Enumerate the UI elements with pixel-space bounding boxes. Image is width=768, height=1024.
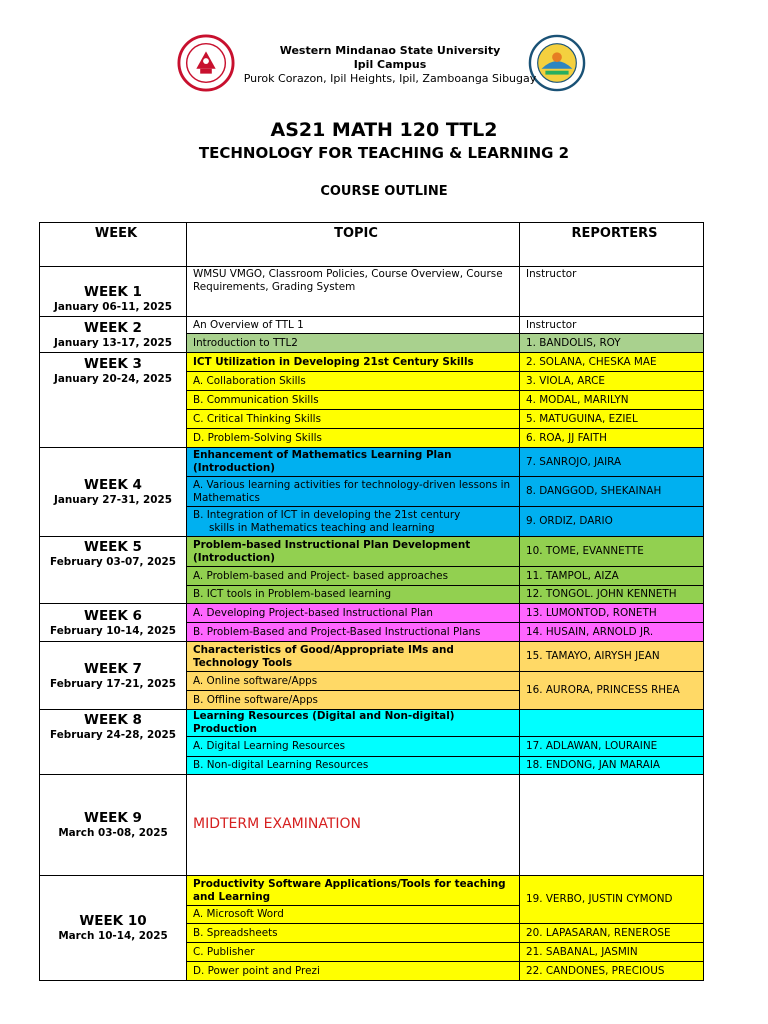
midterm-label: MIDTERM EXAMINATION bbox=[193, 816, 361, 832]
week-label: WEEK 6 bbox=[84, 607, 142, 624]
course-code: AS21 MATH 120 TTL2 bbox=[270, 119, 498, 141]
reporter-cell: 20. LAPASARAN, RENEROSE bbox=[520, 924, 704, 943]
week-dates: January 13-17, 2025 bbox=[54, 336, 172, 349]
reporter-cell: 16. AURORA, PRINCESS RHEA bbox=[520, 672, 704, 710]
header-topic: TOPIC bbox=[187, 223, 520, 267]
week-label: WEEK 7 bbox=[84, 660, 142, 677]
week-label: WEEK 3 bbox=[84, 356, 142, 372]
topic-cell: A. Various learning activities for technology-driven lessons in Mathematics bbox=[187, 477, 520, 507]
topic-cell: Characteristics of Good/Appropriate IMs and Technology Tools bbox=[187, 642, 520, 672]
table-row bbox=[40, 710, 704, 737]
week-label: WEEK 9 bbox=[84, 810, 142, 826]
week-label: WEEK 4 bbox=[84, 477, 142, 493]
reporter-cell bbox=[520, 775, 704, 876]
topic-cell: A. Digital Learning Resources bbox=[187, 737, 520, 757]
week-label: WEEK 2 bbox=[84, 319, 142, 336]
reporter-cell: 3. VIOLA, ARCE bbox=[520, 372, 704, 391]
week-dates: January 20-24, 2025 bbox=[54, 373, 172, 385]
campus-address: Purok Corazon, Ipil Heights, Ipil, Zamboanga Sibugay bbox=[243, 72, 537, 85]
table-row bbox=[40, 353, 704, 372]
week-dates: January 27-31, 2025 bbox=[54, 494, 172, 506]
week-dates: February 17-21, 2025 bbox=[50, 677, 176, 690]
topic-cell: B. Spreadsheets bbox=[187, 924, 520, 943]
topic-line: B. Integration of ICT in developing the 21st century bbox=[193, 508, 461, 521]
topic-cell bbox=[187, 507, 520, 537]
table-row bbox=[40, 604, 704, 623]
course-name: TECHNOLOGY FOR TEACHING & LEARNING 2 bbox=[198, 144, 570, 162]
week-label: WEEK 10 bbox=[79, 913, 147, 929]
reporter-cell: 7. SANROJO, JAIRA bbox=[520, 448, 704, 477]
topic-cell: Enhancement of Mathematics Learning Plan (Introduction) bbox=[187, 448, 520, 477]
topic-cell: Learning Resources (Digital and Non-digital) Production bbox=[187, 710, 520, 737]
reporter-cell: 21. SABANAL, JASMIN bbox=[520, 943, 704, 962]
week-dates: February 24-28, 2025 bbox=[50, 729, 176, 741]
week-dates: February 03-07, 2025 bbox=[50, 556, 176, 568]
week-dates: January 06-11, 2025 bbox=[54, 300, 172, 313]
week-label: WEEK 8 bbox=[84, 712, 142, 728]
reporter-cell: 13. LUMONTOD, RONETH bbox=[520, 604, 704, 623]
reporter-cell: 19. VERBO, JUSTIN CYMOND bbox=[520, 876, 704, 924]
week-cell bbox=[40, 604, 187, 642]
topic-cell: Problem-based Instructional Plan Development (Introduction) bbox=[187, 537, 520, 567]
week-dates: March 03-08, 2025 bbox=[58, 827, 168, 839]
table-row bbox=[40, 775, 704, 876]
week-cell bbox=[40, 317, 187, 353]
topic-cell: B. ICT tools in Problem-based learning bbox=[187, 586, 520, 604]
topic-line: skills in Mathematics teaching and learning bbox=[209, 521, 435, 534]
reporter-cell: 22. CANDONES, PRECIOUS bbox=[520, 962, 704, 981]
topic-cell: A. Developing Project-based Instructional Plan bbox=[187, 604, 520, 623]
week-label: WEEK 5 bbox=[84, 539, 142, 555]
reporter-cell: 15. TAMAYO, AIRYSH JEAN bbox=[520, 642, 704, 672]
topic-cell: D. Problem-Solving Skills bbox=[187, 429, 520, 448]
topic-cell: A. Microsoft Word bbox=[187, 906, 520, 924]
table-header-row bbox=[40, 223, 704, 267]
week-cell bbox=[40, 537, 187, 604]
topic-cell bbox=[187, 775, 520, 876]
header-reporters: REPORTERS bbox=[520, 223, 704, 267]
reporter-cell: 8. DANGGOD, SHEKAINAH bbox=[520, 477, 704, 507]
week-dates: February 10-14, 2025 bbox=[50, 624, 176, 637]
header-week: WEEK bbox=[40, 223, 187, 267]
reporter-cell: 10. TOME, EVANNETTE bbox=[520, 537, 704, 567]
reporter-cell: 2. SOLANA, CHESKA MAE bbox=[520, 353, 704, 372]
university-name: Western Mindanao State University bbox=[279, 44, 501, 57]
table-row bbox=[40, 267, 704, 317]
outline-title: COURSE OUTLINE bbox=[320, 184, 448, 199]
reporter-cell: 17. ADLAWAN, LOURAINE bbox=[520, 737, 704, 757]
topic-cell: D. Power point and Prezi bbox=[187, 962, 520, 981]
week-cell bbox=[40, 876, 187, 981]
course-outline-table bbox=[39, 222, 704, 981]
reporter-cell: 11. TAMPOL, AIZA bbox=[520, 567, 704, 586]
table-row bbox=[40, 537, 704, 567]
week-dates: March 10-14, 2025 bbox=[58, 930, 168, 942]
week-cell bbox=[40, 710, 187, 775]
table-row bbox=[40, 317, 704, 334]
week-cell bbox=[40, 448, 187, 537]
topic-cell: C. Publisher bbox=[187, 943, 520, 962]
topic-cell: Introduction to TTL2 bbox=[187, 334, 520, 353]
week-cell bbox=[40, 353, 187, 448]
topic-cell: Productivity Software Applications/Tools for teaching and Learning bbox=[187, 876, 520, 906]
topic-cell: A. Online software/Apps bbox=[187, 672, 520, 691]
topic-cell: An Overview of TTL 1 bbox=[187, 317, 520, 334]
week-cell bbox=[40, 267, 187, 317]
reporter-cell: Instructor bbox=[520, 267, 704, 317]
reporter-cell: 9. ORDIZ, DARIO bbox=[520, 507, 704, 537]
topic-cell: B. Offline software/Apps bbox=[187, 691, 520, 710]
reporter-cell: 18. ENDONG, JAN MARAIA bbox=[520, 757, 704, 775]
topic-cell: B. Non-digital Learning Resources bbox=[187, 757, 520, 775]
topic-cell: ICT Utilization in Developing 21st Century Skills bbox=[187, 353, 520, 372]
topic-cell: B. Problem-Based and Project-Based Instructional Plans bbox=[187, 623, 520, 642]
table-row bbox=[40, 642, 704, 672]
reporter-cell: Instructor bbox=[520, 317, 704, 334]
reporter-cell: 6. ROA, JJ FAITH bbox=[520, 429, 704, 448]
week-cell bbox=[40, 642, 187, 710]
reporter-cell: 12. TONGOL. JOHN KENNETH bbox=[520, 586, 704, 604]
table-row bbox=[40, 448, 704, 477]
topic-cell: WMSU VMGO, Classroom Policies, Course Overview, Course Requirements, Grading System bbox=[187, 267, 520, 317]
campus-name: Ipil Campus bbox=[353, 58, 427, 71]
reporter-cell: 5. MATUGUINA, EZIEL bbox=[520, 410, 704, 429]
topic-cell: B. Communication Skills bbox=[187, 391, 520, 410]
topic-cell: C. Critical Thinking Skills bbox=[187, 410, 520, 429]
reporter-cell bbox=[520, 710, 704, 737]
topic-cell: A. Problem-based and Project- based approaches bbox=[187, 567, 520, 586]
reporter-cell: 4. MODAL, MARILYN bbox=[520, 391, 704, 410]
reporter-cell: 14. HUSAIN, ARNOLD JR. bbox=[520, 623, 704, 642]
table-row bbox=[40, 876, 704, 906]
reporter-cell: 1. BANDOLIS, ROY bbox=[520, 334, 704, 353]
week-cell bbox=[40, 775, 187, 876]
topic-cell: A. Collaboration Skills bbox=[187, 372, 520, 391]
week-label: WEEK 1 bbox=[84, 283, 142, 300]
